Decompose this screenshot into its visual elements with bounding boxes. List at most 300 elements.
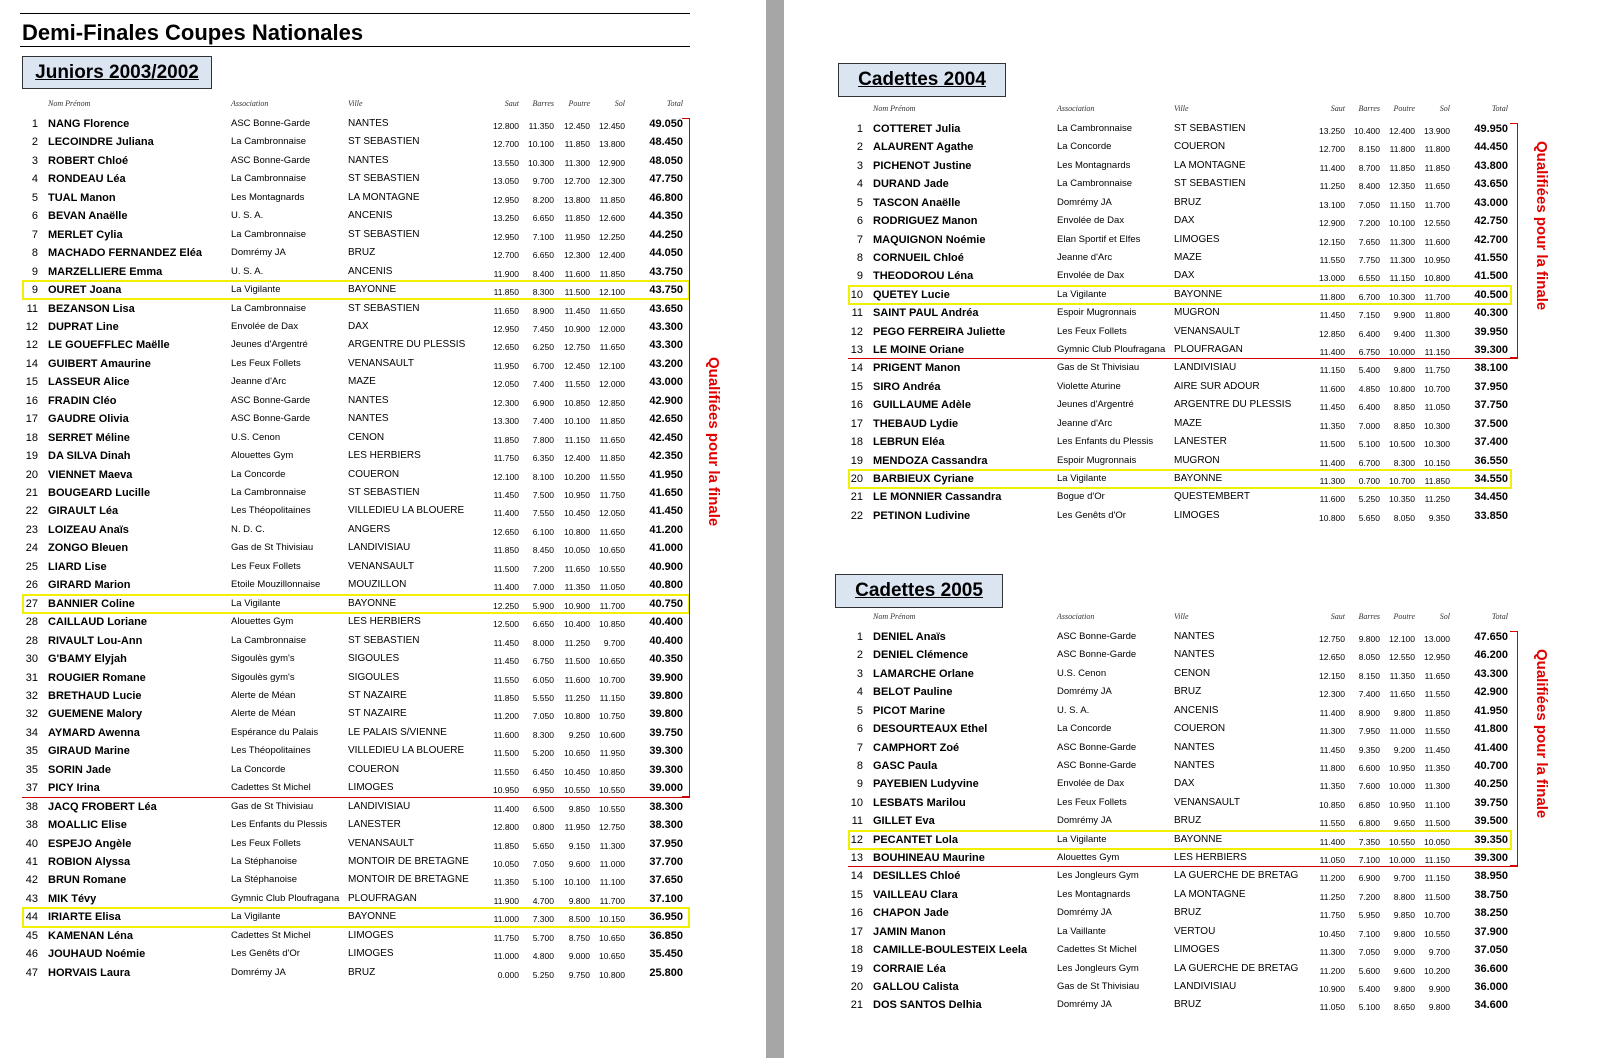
total-cell: 37.900 [1474,925,1508,938]
table-row [784,757,1599,775]
table-row [784,359,1599,377]
barres-cell: 7.050 [1358,947,1380,958]
barres-cell: 10.100 [528,139,554,150]
poutre-cell: 11.450 [564,305,590,316]
barres-cell: 7.500 [532,490,554,500]
total-cell: 40.300 [1474,307,1508,320]
barres-cell: 10.400 [1354,126,1380,136]
total-cell: 39.300 [1474,344,1508,357]
name-cell: LESBATS Marilou [873,796,966,809]
rank-cell: 7 [856,741,863,754]
sol-cell: 12.450 [599,121,625,131]
column-header-ville: Ville [348,99,363,108]
poutre-cell: 10.950 [564,490,590,500]
sol-cell: 11.050 [599,582,625,593]
table-row [784,941,1599,959]
ville-cell: DAX [348,320,369,332]
barres-cell: 7.100 [1358,855,1380,866]
association-cell: La Cambronnaise [231,302,306,314]
rank-cell: 4 [31,173,38,186]
saut-cell: 11.400 [493,803,519,814]
sol-cell: 10.950 [1424,254,1450,265]
barres-cell: 7.050 [532,711,554,722]
ville-cell: LIMOGES [1174,944,1220,956]
barres-cell: 7.400 [1358,689,1380,700]
poutre-cell: 8.050 [1393,512,1415,523]
association-cell: Envolée de Dax [1057,778,1125,790]
name-cell: DUPRAT Line [48,320,119,333]
name-cell: LE MONNIER Cassandra [873,491,1002,504]
ville-cell: LIMOGES [348,948,394,960]
barres-cell: 8.900 [1358,707,1380,718]
saut-cell: 13.250 [1319,126,1345,136]
saut-cell: 11.600 [1319,494,1345,505]
column-header-poutre: Poutre [1393,104,1415,113]
poutre-cell: 9.600 [568,859,590,869]
ville-cell: NANTES [1174,741,1215,753]
sol-cell: 11.650 [599,526,625,537]
rank-cell: 12 [850,833,863,846]
total-cell: 42.650 [649,413,683,426]
table-row [784,739,1599,757]
table-row [0,484,766,502]
ville-cell: ST SEBASTIEN [348,302,420,314]
sol-cell: 11.000 [599,859,625,869]
poutre-cell: 11.800 [1389,144,1415,155]
total-cell: 42.450 [649,431,683,444]
name-cell: AYMARD Awenna [48,726,140,739]
sol-cell: 11.650 [599,434,625,445]
name-cell: NANG Florence [48,118,130,130]
name-cell: PETINON Ludivine [873,509,971,522]
barres-cell: 7.000 [532,582,554,593]
name-cell: JACQ FROBERT Léa [48,800,157,813]
name-cell: ALAURENT Agathe [873,141,974,154]
barres-cell: 7.600 [1358,781,1380,792]
sol-cell: 10.700 [1424,383,1450,394]
column-header-sol: Sol [1439,612,1450,621]
total-cell: 40.400 [649,634,683,647]
association-cell: Domrémy JA [1057,815,1112,827]
ville-cell: LANDIVISIAU [1174,980,1237,992]
association-cell: La Cambronnaise [1057,123,1132,134]
name-cell: MIK Tévy [48,892,97,905]
poutre-cell: 11.850 [564,139,590,150]
ville-cell: ARGENTRE DU PLESSIS [348,339,466,351]
saut-cell: 11.450 [1319,310,1345,321]
ville-cell: BAYONNE [348,284,397,296]
total-cell: 39.300 [649,745,683,758]
total-cell: 36.550 [1474,454,1508,467]
name-cell: PICHENOT Justine [873,159,972,172]
total-cell: 46.800 [649,191,683,204]
column-header-association: Association [1057,612,1095,621]
column-header-name: Nom Prénom [873,612,916,621]
rank-cell: 11 [26,302,38,315]
rank-cell: 16 [25,394,38,407]
saut-cell: 11.450 [1319,402,1345,413]
total-cell: 38.950 [1474,870,1508,883]
barres-cell: 8.100 [532,471,554,482]
name-cell: LAMARCHE Orlane [873,667,974,680]
saut-cell: 12.250 [493,600,519,611]
rank-cell: 26 [25,579,38,592]
barres-cell: 5.400 [1358,983,1380,994]
name-cell: LOIZEAU Anaïs [48,523,129,536]
ville-cell: ANCENIS [348,265,393,277]
total-cell: 38.300 [649,819,683,832]
name-cell: GALLOU Calista [873,980,959,993]
association-cell: Gymnic Club Ploufragana [231,892,340,904]
table-row [784,886,1599,904]
association-cell: La Cambronnaise [231,487,306,498]
poutre-cell: 10.800 [564,711,590,722]
sol-cell: 10.150 [599,914,625,925]
section-title-juniors: Juniors 2003/2002 [22,56,212,89]
name-cell: BRUN Romane [48,874,127,887]
poutre-cell: 12.100 [1389,634,1415,644]
association-cell: Domrémy JA [1057,196,1112,208]
column-header-ville: Ville [1174,612,1189,621]
association-cell: ASC Bonne-Garde [1057,759,1137,771]
ville-cell: MUGRON [1174,454,1220,466]
name-cell: BRETHAUD Lucie [48,689,142,702]
poutre-cell: 10.950 [1389,762,1415,773]
rank-cell: 40 [25,837,38,850]
poutre-cell: 8.650 [1393,1002,1415,1013]
name-cell: MERLET Cylia [48,228,123,241]
poutre-cell: 11.300 [1389,254,1415,265]
poutre-cell: 10.650 [564,748,590,759]
total-cell: 42.900 [649,394,683,407]
saut-cell: 11.500 [1319,439,1345,450]
total-cell: 35.450 [649,948,683,961]
association-cell: La Cambronnaise [1057,178,1132,190]
rank-cell: 2 [856,649,863,662]
table-row [0,521,766,539]
saut-cell: 11.650 [493,305,519,316]
name-cell: GUEMENE Malory [48,708,143,721]
sol-cell: 11.650 [599,305,625,316]
saut-cell: 12.700 [1319,144,1345,155]
poutre-cell: 8.300 [1393,457,1415,468]
poutre-cell: 10.300 [1389,291,1415,302]
saut-cell: 13.550 [493,157,519,168]
name-cell: BOUHINEAU Maurine [873,852,985,865]
total-cell: 41.800 [1474,723,1508,736]
name-cell: GASC Paula [873,759,938,772]
table-row [0,761,766,779]
barres-cell: 5.250 [532,969,554,980]
sol-cell: 12.750 [599,822,625,833]
barres-cell: 7.750 [1358,254,1380,265]
saut-cell: 10.950 [493,785,519,796]
rank-cell: 9 [31,265,38,278]
table-row [0,742,766,760]
rank-cell: 12 [25,339,38,352]
sol-cell: 11.100 [1424,799,1450,810]
association-cell: Les Genêts d'Or [1057,509,1126,521]
saut-cell: 12.150 [1319,236,1345,247]
association-cell: Les Jongleurs Gym [1057,962,1139,974]
sol-cell: 9.800 [1428,1002,1450,1013]
sol-cell: 10.550 [1424,928,1450,939]
association-cell: Cadettes St Michel [1057,944,1137,956]
barres-cell: 7.400 [532,416,554,427]
ville-cell: VILLEDIEU LA BLOUERE [348,505,465,517]
barres-cell: 8.150 [1358,144,1380,155]
rank-cell: 7 [31,228,38,241]
ville-cell: NANTES [348,154,389,166]
table-row [0,170,766,188]
table-row [0,816,766,834]
name-cell: JOUHAUD Noémie [48,948,146,961]
total-cell: 47.750 [649,173,683,186]
barres-cell: 6.400 [1358,402,1380,413]
association-cell: La Vaillante [1057,925,1106,937]
rank-cell: 15 [25,376,38,389]
saut-cell: 11.600 [1319,383,1345,394]
name-cell: RIVAULT Lou-Ann [48,634,143,647]
association-cell: Gas de St Thivisiau [231,542,314,554]
column-header-total: Total [666,99,683,108]
table-row [784,867,1599,885]
total-cell: 39.900 [649,671,683,684]
association-cell: Domrémy JA [1057,907,1112,919]
table-row [784,267,1599,285]
table-row [0,115,766,133]
barres-cell: 11.350 [528,121,554,131]
saut-cell: 11.450 [493,656,519,667]
poutre-cell: 10.450 [564,508,590,519]
association-cell: U. S. A. [231,210,264,222]
association-cell: La Vigilante [1057,288,1107,300]
barres-cell: 6.350 [532,453,554,464]
ville-cell: MOUZILLON [348,579,407,591]
sol-cell: 12.400 [599,250,625,261]
ville-cell: ST NAZAIRE [348,708,407,720]
sol-cell: 11.700 [599,600,625,611]
poutre-cell: 10.100 [1389,218,1415,229]
column-header-barres: Barres [1358,104,1380,113]
saut-cell: 11.200 [493,711,519,722]
table-row [0,724,766,742]
sol-cell: 11.150 [599,692,625,703]
table-row [0,890,766,908]
column-header-poutre: Poutre [568,99,590,108]
poutre-cell: 10.100 [564,416,590,427]
saut-cell: 12.900 [1319,218,1345,229]
name-cell: BEZANSON Lisa [48,302,135,315]
sol-cell: 11.850 [1424,475,1450,486]
poutre-cell: 12.700 [564,176,590,187]
sol-cell: 11.850 [1424,707,1450,718]
ville-cell: VENANSAULT [348,837,414,849]
poutre-cell: 10.700 [1389,475,1415,486]
saut-cell: 11.850 [493,434,519,445]
association-cell: U.S. Cenon [231,431,281,443]
association-cell: ASC Bonne-Garde [231,413,311,425]
column-header-saut: Saut [1330,104,1345,113]
rank-cell: 1 [31,118,38,130]
sol-cell: 10.650 [599,932,625,943]
rank-cell: 32 [25,708,38,721]
sol-cell: 11.550 [1424,726,1450,737]
table-row [0,798,766,816]
poutre-cell: 13.800 [564,194,590,205]
total-cell: 34.550 [1474,472,1508,485]
ville-cell: NANTES [348,118,389,129]
qualified-bracket [682,118,690,797]
table-row [784,452,1599,470]
barres-cell: 8.000 [532,637,554,648]
highlight-box-la-vigilante [848,830,1512,850]
rank-cell: 28 [25,634,38,647]
rank-cell: 21 [850,491,863,504]
association-cell: La Cambronnaise [231,634,306,646]
sol-cell: 11.100 [599,877,625,888]
poutre-cell: 11.300 [1389,236,1415,247]
table-row [0,133,766,151]
association-cell: ASC Bonne-Garde [1057,741,1137,753]
total-cell: 43.000 [1474,196,1508,209]
total-cell: 39.750 [1474,796,1508,809]
ville-cell: MAZE [1174,251,1202,263]
barres-cell: 6.450 [532,766,554,777]
saut-cell: 13.100 [1319,199,1345,210]
saut-cell: 11.550 [493,766,519,777]
poutre-cell: 12.450 [564,360,590,371]
barres-cell: 8.400 [1358,181,1380,192]
total-cell: 48.050 [649,154,683,167]
ville-cell: ST SEBASTIEN [1174,123,1246,134]
total-cell: 44.350 [649,210,683,223]
name-cell: JAMIN Manon [873,925,946,938]
highlight-box-la-vigilante [848,285,1512,305]
sol-cell: 10.850 [599,766,625,777]
rank-cell: 22 [25,505,38,518]
sol-cell: 11.650 [1424,670,1450,681]
rank-cell: 2 [856,141,863,154]
name-cell: OURET Joana [48,284,122,297]
name-cell: CORNUEIL Chloé [873,251,964,264]
saut-cell: 11.450 [1319,744,1345,755]
total-cell: 38.250 [1474,907,1508,920]
rank-cell: 11 [851,307,863,320]
poutre-cell: 9.800 [1393,928,1415,939]
sol-cell: 13.900 [1424,126,1450,136]
ville-cell: MONTOIR DE BRETAGNE [348,856,469,867]
saut-cell: 12.500 [493,619,519,630]
ville-cell: ST SEBASTIEN [348,228,420,240]
qualified-cutoff-line [848,358,1518,359]
table-row [0,945,766,963]
table-row [784,194,1599,212]
saut-cell: 12.100 [493,471,519,482]
table-row [784,415,1599,433]
ville-cell: QUESTEMBERT [1174,491,1250,503]
ville-cell: BRUZ [348,966,376,978]
saut-cell: 10.050 [493,859,519,869]
name-cell: DOS SANTOS Delhia [873,999,982,1012]
sol-cell: 11.350 [1424,762,1450,773]
poutre-cell: 11.150 [564,434,590,445]
rank-cell: 20 [850,472,863,485]
table-row [784,849,1599,867]
name-cell: BELOT Pauline [873,686,953,699]
rank-cell: 21 [25,487,38,499]
association-cell: Les Enfants du Plessis [231,819,328,831]
rank-cell: 8 [31,247,38,260]
total-cell: 34.600 [1474,999,1508,1012]
association-cell: La Cambronnaise [231,228,306,240]
association-cell: Alerte de Méan [231,708,296,720]
rank-cell: 10 [850,288,863,301]
total-cell: 36.600 [1474,962,1508,975]
rank-cell: 28 [25,616,38,629]
poutre-cell: 11.600 [564,674,590,685]
qualified-label: Qualifiées pour la finale [1533,140,1550,310]
association-cell: Les Feux Follets [231,560,301,572]
poutre-cell: 11.150 [1389,273,1415,284]
association-cell: Domrémy JA [231,966,286,978]
name-cell: BARBIEUX Cyriane [873,472,974,485]
qualified-cutoff-line [848,866,1518,867]
ville-cell: ANCENIS [1174,704,1219,716]
table-row [784,488,1599,506]
association-cell: Les Feux Follets [231,357,301,369]
name-cell: DENIEL Clémence [873,649,969,662]
column-header-total: Total [1491,612,1508,621]
ville-cell: BRUZ [1174,907,1202,919]
barres-cell: 5.950 [1358,910,1380,921]
rank-cell: 19 [850,454,863,467]
ville-cell: ST SEBASTIEN [348,136,420,148]
association-cell: Domrémy JA [1057,999,1112,1011]
total-cell: 37.950 [1474,380,1508,393]
association-cell: Sigoulès gym's [231,653,295,665]
rank-cell: 10 [850,796,863,809]
section-title-cadettes-2005: Cadettes 2005 [835,574,1003,608]
name-cell: GILLET Eva [873,815,935,828]
poutre-cell: 10.950 [1389,799,1415,810]
table-row [0,318,766,336]
total-cell: 40.750 [649,597,683,610]
ville-cell: MUGRON [1174,307,1220,319]
barres-cell: 5.100 [532,877,554,888]
ville-cell: BAYONNE [1174,833,1223,845]
poutre-cell: 12.350 [1389,181,1415,192]
association-cell: Les Jongleurs Gym [1057,870,1139,882]
qualified-bracket [1510,123,1518,358]
saut-cell: 11.400 [1319,457,1345,468]
saut-cell: 12.700 [493,250,519,261]
table-row [0,687,766,705]
saut-cell: 11.200 [1319,873,1345,884]
poutre-cell: 12.550 [1389,652,1415,663]
total-cell: 44.250 [649,228,683,241]
total-cell: 39.300 [649,763,683,776]
saut-cell: 10.850 [1319,799,1345,810]
total-cell: 41.550 [1474,251,1508,264]
saut-cell: 0.000 [497,969,519,980]
association-cell: Cadettes St Michel [231,929,311,941]
column-header-total: Total [1491,104,1508,113]
name-cell: THEBAUD Lydie [873,417,959,430]
poutre-cell: 9.750 [568,969,590,980]
poutre-cell: 9.800 [1393,707,1415,718]
table-row [0,502,766,520]
